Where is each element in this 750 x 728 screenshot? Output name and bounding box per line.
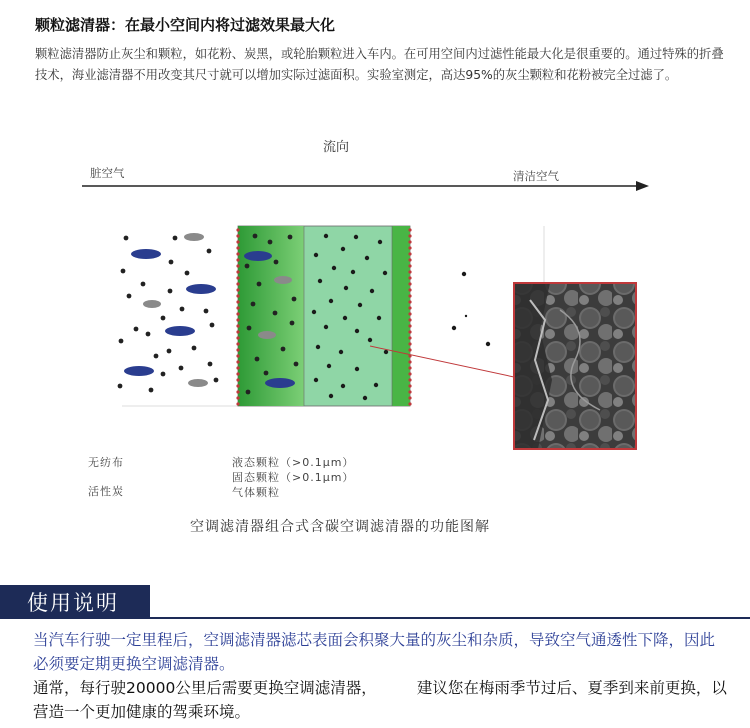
legend-activated-carbon: 活性炭 — [88, 485, 124, 498]
clean-air-particles — [452, 272, 490, 346]
clean-air-label: 清洁空气 — [513, 169, 559, 183]
usage-paragraph-blue: 当汽车行驶一定里程后，空调滤清器滤芯表面会积聚大量的灰尘和杂质，导致空气通透性下降，因此必须要定期更换空调滤清器。 — [33, 631, 716, 673]
usage-paragraph-black-b: 建议您在梅雨季节过后、夏季到来前更换，以营造一个更加健康的驾乘环境。 — [33, 679, 727, 721]
filter-micrograph-image — [514, 283, 636, 449]
outlet-layer — [392, 226, 410, 406]
flow-direction-label: 流向 — [323, 140, 350, 155]
diagram-caption: 空调滤清器组合式含碳空调滤清器的功能图解 — [190, 519, 490, 535]
usage-paragraph-black — [33, 676, 733, 724]
legend-nonwoven: 无纺布 — [88, 456, 124, 469]
legend-liquid-particles: 液态颗粒（>0.1μm） — [232, 456, 355, 469]
usage-paragraph-black-a: 通常，每行驶20000公里后需要更换空调滤清器， — [33, 679, 377, 697]
legend-solid-particles: 固态颗粒（>0.1μm） — [232, 471, 355, 484]
intro-paragraph: 颗粒滤清器防止灰尘和颗粒，如花粉、炭黑，或轮胎颗粒进入车内。在可用空间内过滤性能最大化是很重要的。通过特殊的折叠技术，海业滤清器不用改变其尺寸就可以增加实际过滤面积。实验室测定，高达95%的灰尘颗粒和花粉被完全过滤了。 — [35, 47, 724, 82]
dirty-air-label: 脏空气 — [90, 166, 125, 180]
legend-gas-particles: 气体颗粒 — [232, 486, 280, 499]
usage-divider — [0, 617, 750, 619]
dirty-air-particles — [118, 233, 219, 392]
page-title: 颗粒滤清器：在最小空间内将过滤效果最大化 — [35, 16, 336, 34]
arrow-right-icon — [82, 181, 649, 191]
usage-section-title: 使用说明 — [27, 591, 119, 615]
